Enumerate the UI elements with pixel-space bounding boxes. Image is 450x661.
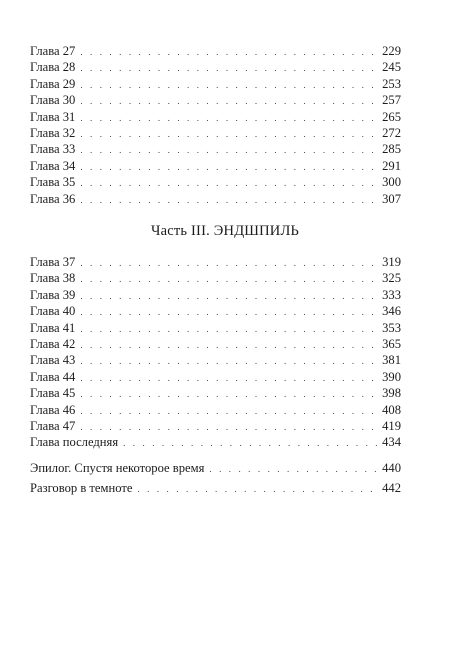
page-number: 346 — [382, 304, 401, 319]
chapter-title: Глава 30 — [30, 93, 76, 108]
chapter-title: Глава 43 — [30, 353, 76, 368]
dot-leader — [80, 288, 379, 304]
toc-entry — [30, 43, 401, 59]
toc-entry — [30, 336, 401, 352]
toc-entry — [30, 402, 401, 418]
toc-entry — [30, 125, 401, 141]
toc-part2-tail — [30, 43, 401, 207]
toc-entry — [30, 352, 401, 368]
chapter-title: Глава 35 — [30, 175, 76, 190]
chapter-title: Глава 45 — [30, 386, 76, 401]
dot-leader — [80, 255, 379, 271]
toc-entry — [30, 254, 401, 270]
afterword-title: Разговор в темноте — [30, 480, 133, 495]
chapter-title: Глава последняя — [30, 435, 119, 450]
dot-leader — [80, 44, 379, 60]
page-number: 285 — [382, 142, 401, 157]
chapter-title: Глава 37 — [30, 255, 76, 269]
page-number: 408 — [382, 402, 401, 417]
toc-entry — [30, 92, 401, 108]
chapter-title: Глава 36 — [30, 191, 76, 206]
page-number: 398 — [382, 386, 401, 401]
page-number: 319 — [382, 255, 401, 269]
chapter-title: Глава 39 — [30, 287, 76, 302]
page-number: 419 — [382, 418, 401, 433]
part-heading: Часть III. ЭНДШПИЛЬ — [150, 223, 300, 239]
dot-leader — [80, 77, 379, 93]
page-number: 291 — [382, 158, 401, 173]
dot-leader — [80, 93, 379, 109]
chapter-title: Глава 31 — [30, 109, 76, 124]
page-number: 390 — [382, 369, 401, 384]
dot-leader — [80, 386, 379, 402]
toc-entry — [30, 287, 401, 303]
chapter-title: Глава 47 — [30, 418, 76, 433]
page-number: 300 — [382, 175, 401, 190]
chapter-title: Глава 28 — [30, 60, 76, 75]
dot-leader — [80, 192, 379, 208]
toc-entry — [30, 109, 401, 125]
toc-entry — [30, 418, 401, 434]
chapter-title: Глава 44 — [30, 369, 76, 384]
toc-entry — [30, 158, 401, 174]
page-number: 440 — [382, 461, 401, 475]
toc-entry — [30, 434, 401, 450]
dot-leader — [80, 419, 379, 435]
page-number: 272 — [382, 125, 401, 140]
chapter-title: Глава 29 — [30, 76, 76, 91]
chapter-title: Глава 27 — [30, 44, 76, 58]
toc-entry — [30, 459, 401, 479]
toc-entry — [30, 76, 401, 92]
toc-entry — [30, 369, 401, 385]
dot-leader — [80, 337, 379, 353]
epilogue-title: Эпилог. Спустя некоторое время — [30, 461, 205, 475]
dot-leader — [80, 60, 379, 76]
page-number: 245 — [382, 60, 401, 75]
chapter-title: Глава 40 — [30, 304, 76, 319]
dot-leader — [80, 142, 379, 158]
dot-leader — [80, 370, 379, 386]
chapter-title: Глава 41 — [30, 320, 76, 335]
page-number: 325 — [382, 271, 401, 286]
toc-entry — [30, 174, 401, 190]
page-number: 353 — [382, 320, 401, 335]
chapter-title: Глава 33 — [30, 142, 76, 157]
toc-entry — [30, 270, 401, 286]
page-number: 333 — [382, 287, 401, 302]
page-number: 229 — [382, 44, 401, 58]
dot-leader — [80, 110, 379, 126]
page-number: 257 — [382, 93, 401, 108]
chapter-title: Глава 38 — [30, 271, 76, 286]
toc-entry — [30, 191, 401, 207]
page-number: 307 — [382, 191, 401, 206]
dot-leader — [80, 159, 379, 175]
dot-leader — [80, 321, 379, 337]
dot-leader — [209, 460, 379, 480]
dot-leader — [80, 175, 379, 191]
dot-leader — [80, 126, 379, 142]
page-number: 253 — [382, 76, 401, 91]
page-number: 265 — [382, 109, 401, 124]
page-number: 442 — [382, 480, 401, 495]
dot-leader — [80, 304, 379, 320]
page-number: 365 — [382, 336, 401, 351]
dot-leader — [80, 403, 379, 419]
dot-leader — [80, 353, 379, 369]
chapter-title: Глава 46 — [30, 402, 76, 417]
chapter-title: Глава 32 — [30, 125, 76, 140]
toc-entry — [30, 141, 401, 157]
toc-entry — [30, 59, 401, 75]
toc-part3 — [30, 254, 401, 451]
toc-appendix — [30, 459, 401, 498]
dot-leader — [123, 435, 379, 451]
toc-entry — [30, 320, 401, 336]
toc-entry — [30, 479, 401, 499]
page-number: 381 — [382, 353, 401, 368]
toc-entry — [30, 385, 401, 401]
toc-entry — [30, 303, 401, 319]
dot-leader — [137, 480, 379, 500]
dot-leader — [80, 271, 379, 287]
chapter-title: Глава 34 — [30, 158, 76, 173]
page-number: 434 — [382, 435, 401, 450]
chapter-title: Глава 42 — [30, 336, 76, 351]
